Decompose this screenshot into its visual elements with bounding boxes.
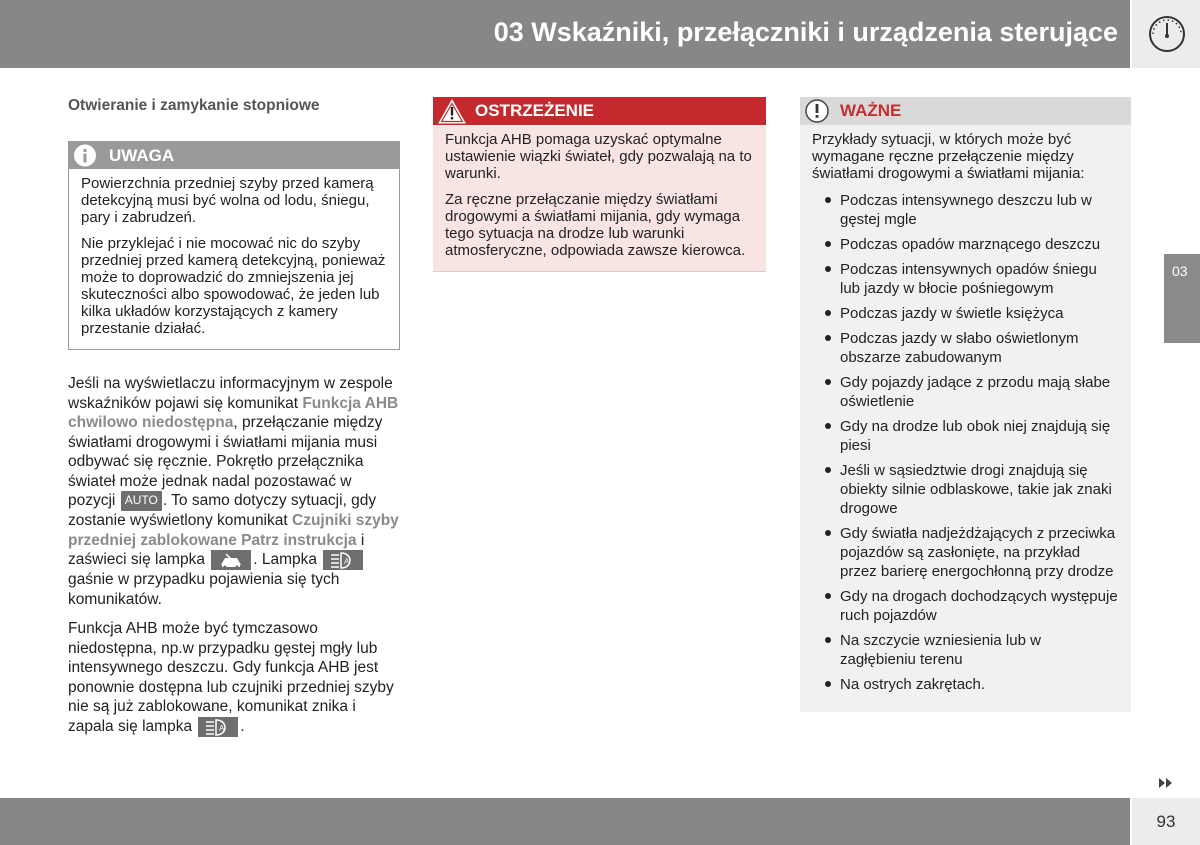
double-arrow-right-icon: [1159, 778, 1173, 788]
windshield-sensor-blocked-icon: [211, 550, 251, 570]
display-message: Czujniki szyby przedniej zablokowane Patrz instrukcja: [68, 512, 399, 549]
note-paragraph: Powierzchnia przedniej szyby przed kamerą detekcyjną musi być wolna od lodu, śniegu, pary i zabrudzeń.: [81, 175, 374, 226]
list-item: [812, 191, 1119, 229]
list-item: [812, 461, 1119, 518]
text-run: i zaświeci się lampka: [68, 531, 365, 569]
list-item-text: Podczas opadów marznącego deszczu: [840, 236, 1101, 253]
note-paragraph: Nie przyklejać i nie mocować nic do szyby przedniej przed kamerą detekcyjną, ponieważ może to doprowadzić do zmniejszenia jej skuteczności albo spowodować, że jeden lub kilka układów korzystających z kamery przestanie działać.: [81, 235, 386, 337]
text-run: . Lampka: [253, 551, 322, 569]
list-item: [812, 675, 1119, 694]
auto-high-beam-icon: [198, 717, 238, 737]
svg-text:A: A: [344, 557, 350, 566]
list-item-text: Podczas jazdy w słabo oświetlonym obszarze zabudowanym: [840, 330, 1079, 366]
important-box: [800, 97, 1131, 712]
list-item-text: Gdy światła nadjeżdżających z przeciwka pojazdów są zasłonięte, na przykład przez barierę energochłonną przy drodze: [840, 525, 1116, 580]
auto-position-symbol: AUTO: [121, 491, 162, 511]
important-body: [800, 125, 1131, 712]
warning-paragraph: Za ręczne przełączanie między światłami drogowymi a światłami mijania, gdy wymaga tego sytuacja na drodze lub warunki atmosferyczne, odpowiada zawsze kierowca.: [445, 191, 746, 259]
section-heading: Otwieranie i zamykanie stopniowe: [68, 97, 320, 114]
column-right: [800, 97, 1131, 712]
list-item: [812, 631, 1119, 669]
body-paragraph: [68, 619, 400, 737]
header-icon-box: [1132, 0, 1200, 68]
list-item-text: Na szczycie wzniesienia lub w zagłębieniu terenu: [840, 632, 1041, 668]
svg-text:A: A: [219, 723, 225, 733]
page-title: 03 Wskaźniki, przełączniki i urządzenia sterujące: [493, 17, 1118, 47]
text-run: Funkcja AHB może być tymczasowo niedostępna, np.w przypadku gęstej mgły lub intensywnego deszczu. Gdy funkcja AHB jest ponownie dostępna lub czujniki przedniej szyby nie są już zablokowane, komunikat znika i zapala się lampka: [68, 620, 394, 735]
list-item-text: Gdy pojazdy jadące z przodu mają słabe oświetlenie: [840, 374, 1111, 410]
warning-header: [433, 97, 766, 125]
text-run: . To samo dotyczy sytuacji, gdy zostanie wyświetlony komunikat: [68, 492, 377, 529]
column-middle: [433, 97, 766, 272]
text-run: gaśnie w przypadku pojawienia się tych komunikatów.: [68, 571, 340, 608]
important-intro: Przykłady sytuacji, w których może być wymagane ręczne przełączenie między światłami drogowymi a światłami mijania:: [812, 131, 1085, 182]
body-text: [68, 374, 400, 737]
warning-paragraph: Funkcja AHB pomaga uzyskać optymalne ustawienie wiązki świateł, gdy pozwalają na to warunki.: [445, 131, 752, 182]
note-header: [69, 142, 399, 169]
info-icon: [71, 142, 99, 169]
situation-list: [812, 191, 1119, 694]
text-run: .: [240, 717, 245, 735]
warning-triangle-icon: [435, 97, 469, 125]
page-number: 93: [1156, 812, 1176, 831]
warning-body: [433, 125, 766, 271]
list-item-text: Jeśli w sąsiedztwie drogi znajdują się obiekty silnie odblaskowe, takie jak znaki drogowe: [840, 462, 1112, 517]
list-item-text: Gdy na drogach dochodzących występuje ruch pojazdów: [840, 588, 1118, 624]
list-item: [812, 417, 1119, 455]
list-item: [812, 260, 1119, 298]
list-item: [812, 329, 1119, 367]
important-header: [800, 97, 1131, 125]
note-label: UWAGA: [109, 146, 175, 165]
chapter-tab-label: 03: [1172, 263, 1188, 279]
speedometer-icon: [1148, 14, 1186, 54]
page-number-box: [1132, 798, 1200, 845]
list-item-text: Podczas intensywnych opadów śniegu lub jazdy w błocie pośniegowym: [840, 261, 1097, 297]
text-run: , przełączanie między światłami drogowymi i światłami mijania musi odbywać się ręcznie. Pokrętło przełącznika świateł może jednak nadal pozostawać w pozycji: [68, 414, 383, 510]
body-paragraph: [68, 374, 400, 609]
list-item: [812, 373, 1119, 411]
list-item: [812, 235, 1119, 254]
list-item-text: Podczas jazdy w świetle księżyca: [840, 305, 1064, 322]
list-item: [812, 524, 1119, 581]
warning-box: [433, 97, 766, 272]
list-item-text: Na ostrych zakrętach.: [840, 676, 986, 693]
text-run: Jeśli na wyświetlaczu informacyjnym w zespole wskaźników pojawi się komunikat: [68, 375, 393, 412]
note-box: [68, 141, 400, 350]
auto-high-beam-icon: [323, 550, 363, 570]
chapter-tab[interactable]: [1164, 254, 1200, 343]
list-item: [812, 587, 1119, 625]
display-message: Funkcja AHB chwilowo niedostępna: [68, 394, 399, 431]
column-left: [68, 97, 400, 747]
warning-label: OSTRZEŻENIE: [475, 101, 595, 120]
important-label: WAŻNE: [840, 101, 902, 120]
exclamation-circle-icon: [802, 97, 832, 125]
list-item-text: Podczas intensywnego deszczu lub w gęstej mgle: [840, 192, 1092, 228]
list-item-text: Gdy na drodze lub obok niej znajdują się piesi: [840, 418, 1111, 454]
footer-bar: [0, 798, 1130, 845]
list-item: [812, 304, 1119, 323]
note-body: [69, 169, 399, 349]
